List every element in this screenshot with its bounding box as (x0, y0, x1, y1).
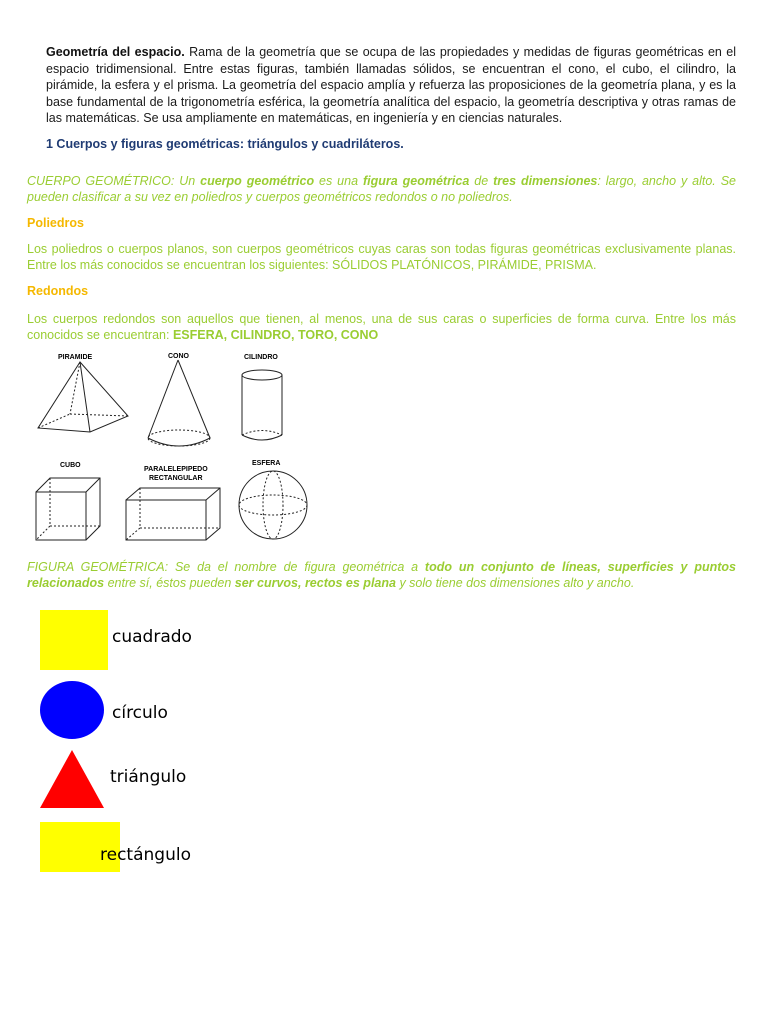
pyramid-figure (38, 362, 128, 432)
parallelepiped-figure (126, 488, 220, 540)
redondos-paragraph (27, 311, 736, 343)
plane-shapes-illustration (38, 604, 198, 884)
figura-paragraph (27, 559, 736, 591)
label-cubo: CUBO (60, 462, 81, 469)
redondos-bold: ESFERA, CILINDRO, TORO, CONO (172, 328, 379, 342)
cuerpo-paragraph (27, 173, 736, 205)
label-piramide: PIRAMIDE (58, 354, 93, 361)
solids-illustration (30, 350, 320, 550)
red-triangle-shape (40, 750, 104, 808)
sphere-figure (239, 471, 307, 539)
redondos-text: Los cuerpos redondos son aquellos que tienen, al menos, una de sus caras o superficies de forma curva. Entre los más conocidos se encuentran: (27, 312, 736, 342)
figura-text-2: entre sí, éstos pueden (104, 576, 235, 590)
label-cuadrado: cuadrado (112, 627, 192, 647)
label-cono: CONO (168, 353, 189, 360)
redondos-heading: Redondos (27, 284, 89, 298)
cuerpo-bold-3: tres dimensiones (493, 174, 598, 188)
label-rectangular: RECTANGULAR (149, 475, 203, 482)
intro-term: Geometría del espacio. (46, 45, 185, 59)
cuerpo-text-2: es una (314, 174, 363, 188)
label-esfera: ESFERA (252, 460, 281, 467)
cuerpo-text-4: : largo, ancho y alto. Se pueden clasificar a su vez en poliedros y cuerpos geométricos redondos o no poliedros. (27, 174, 736, 204)
label-triangulo: triángulo (110, 767, 187, 787)
cuerpo-bold-1: cuerpo geométrico (200, 174, 315, 188)
cube-figure (36, 478, 100, 540)
blue-circle-shape (40, 681, 104, 739)
intro-text: Rama de la geometría que se ocupa de las propiedades y medidas de figuras geométricas en el espacio tridimensional. Entre estas figuras, también llamadas sólidos, se encuentran el cono, el cubo, el cilindro, la pirámide, la esfera y el prisma. La geometría del espacio amplía y refuerza las proposiciones de la geometría plana, y es la base fundamental de la trigonometría esférica, la geometría analítica del espacio, la geometría descriptiva y otras ramas de las matemáticas. Se usa ampliamente en matemáticas, en ingeniería y en ciencias naturales. (46, 45, 736, 125)
cuerpo-bold-2: figura geométrica (362, 174, 470, 188)
cuerpo-text-1: CUERPO GEOMÉTRICO: Un (27, 174, 201, 188)
figura-text-1: FIGURA GEOMÉTRICA: Se da el nombre de figura geométrica a (27, 560, 425, 574)
poliedros-paragraph: Los poliedros o cuerpos planos, son cuerpos geométricos cuyas caras son todas figuras geométricas exclusivamente planas. Entre los más conocidos se encuentran los siguientes: SÓLIDOS PLATÓNICOS, PIRÁMIDE, PRISMA. (27, 242, 736, 272)
cylinder-figure (242, 370, 282, 440)
figura-bold-1: todo un conjunto de líneas, superficies y puntos relacionados (27, 560, 737, 590)
poliedros-heading: Poliedros (27, 216, 84, 230)
label-paralelepipedo: PARALELEPIPEDO (144, 466, 208, 473)
label-rectangulo: rectángulo (100, 845, 191, 865)
figura-bold-2: ser curvos, rectos es plana (234, 576, 396, 590)
intro-paragraph (46, 44, 736, 127)
cone-figure (148, 360, 210, 446)
label-cilindro: CILINDRO (244, 354, 278, 361)
label-circulo: círculo (112, 703, 168, 723)
cuerpo-text-3: de (469, 174, 494, 188)
section-title: 1 Cuerpos y figuras geométricas: triángulos y cuadriláteros. (46, 137, 404, 151)
yellow-square-shape (40, 610, 108, 670)
figura-text-3: y solo tiene dos dimensiones alto y ancho. (395, 576, 635, 590)
